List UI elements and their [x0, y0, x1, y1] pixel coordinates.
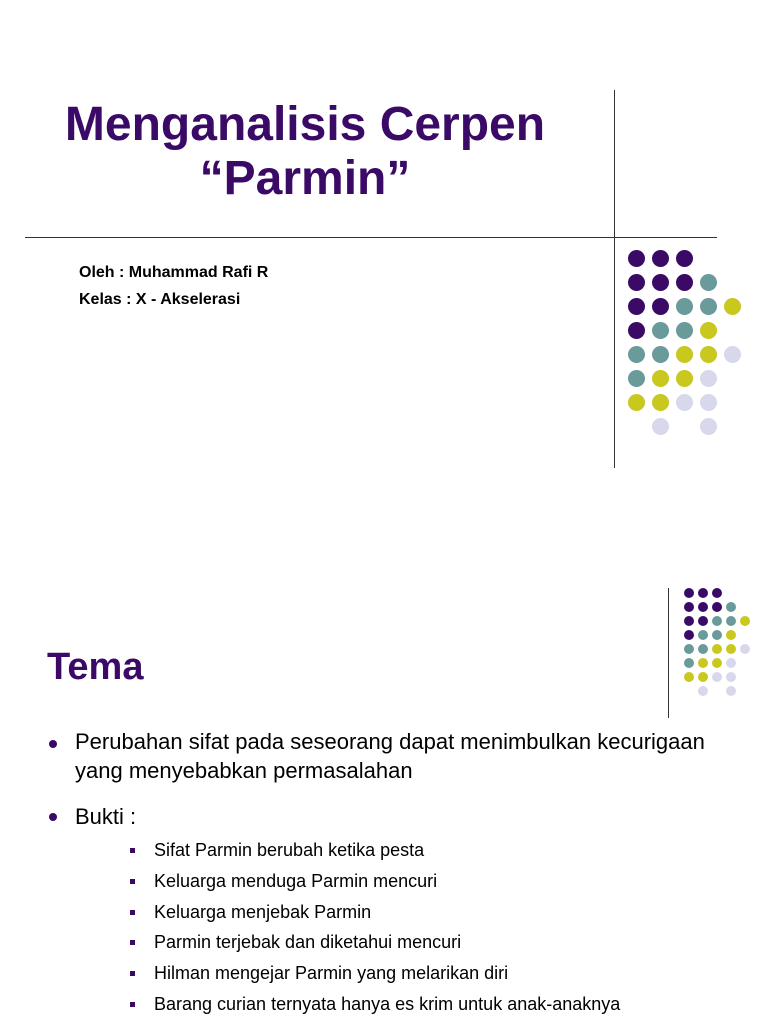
sub-bullet-item: Keluarga menduga Parmin mencuri [154, 871, 438, 891]
decorative-dot [698, 616, 708, 626]
decorative-dot [698, 588, 708, 598]
decorative-dot [628, 274, 645, 291]
decorative-dot [712, 616, 722, 626]
decorative-dot [652, 298, 669, 315]
sub-bullet-item: Sifat Parmin berubah ketika pesta [154, 840, 425, 860]
decorative-dot [700, 370, 717, 387]
class-label: Kelas : X - Akselerasi [79, 291, 241, 308]
square-bullet-icon [130, 971, 135, 976]
decorative-dot [698, 686, 708, 696]
decorative-dot [676, 394, 693, 411]
vertical-divider [668, 588, 669, 718]
bullet-icon [49, 813, 57, 821]
decorative-dot [712, 630, 722, 640]
decorative-dot [726, 644, 736, 654]
square-bullet-icon [130, 879, 135, 884]
decorative-dot [698, 658, 708, 668]
decorative-dot [700, 274, 717, 291]
decorative-dot [700, 322, 717, 339]
decorative-dot [684, 672, 694, 682]
decorative-dot [740, 644, 750, 654]
decorative-dot [684, 658, 694, 668]
sub-bullet-item: Parmin terjebak dan diketahui mencuri [154, 932, 462, 952]
decorative-dot [684, 644, 694, 654]
decorative-dot [652, 250, 669, 267]
decorative-dot [700, 346, 717, 363]
decorative-dot [652, 274, 669, 291]
decorative-dot [698, 602, 708, 612]
vertical-divider [614, 90, 615, 468]
square-bullet-icon [130, 910, 135, 915]
slide-title: Tema [47, 646, 144, 688]
title-line-1: Menganalisis Cerpen [64, 98, 546, 151]
decorative-dot [698, 672, 708, 682]
decorative-dot [724, 298, 741, 315]
decorative-dot [726, 630, 736, 640]
decorative-dot [726, 616, 736, 626]
author-label: Oleh : Muhammad Rafi R [79, 264, 269, 281]
decorative-dot [700, 394, 717, 411]
decorative-dot [726, 602, 736, 612]
decorative-dot [676, 274, 693, 291]
decorative-dot [652, 394, 669, 411]
decorative-dot [628, 298, 645, 315]
bullet-icon [49, 740, 57, 748]
decorative-dot [652, 370, 669, 387]
decorative-dot [676, 298, 693, 315]
decorative-dot [712, 588, 722, 598]
sub-bullet-item: Keluarga menjebak Parmin [154, 902, 372, 922]
slide-title [0, 98, 610, 206]
decorative-dot [726, 672, 736, 682]
decorative-dot [712, 644, 722, 654]
decorative-dot [724, 346, 741, 363]
decorative-dot [652, 322, 669, 339]
square-bullet-icon [130, 1002, 135, 1007]
decorative-dot [684, 616, 694, 626]
decorative-dot [700, 418, 717, 435]
decorative-dot [726, 658, 736, 668]
bullet-item: Perubahan sifat pada seseorang dapat menimbulkan kecurigaan yang menyebabkan permasalahan [75, 729, 705, 783]
decorative-dot [712, 672, 722, 682]
sub-bullet-item: Hilman mengejar Parmin yang melarikan diri [154, 963, 509, 983]
decorative-dot [676, 250, 693, 267]
decorative-dot [698, 644, 708, 654]
decorative-dot [652, 418, 669, 435]
decorative-dot [684, 588, 694, 598]
bullet-item: Bukti : [75, 804, 137, 829]
decorative-dot [676, 346, 693, 363]
content-slide [0, 520, 768, 1024]
decorative-dot [676, 322, 693, 339]
decorative-dot [684, 602, 694, 612]
sub-bullet-item: Barang curian ternyata hanya es krim untuk anak-anaknya [154, 994, 621, 1014]
title-line-2: “Parmin” [199, 152, 411, 205]
decorative-dot [740, 616, 750, 626]
decorative-dot [712, 658, 722, 668]
decorative-dot [676, 370, 693, 387]
decorative-dot [712, 602, 722, 612]
square-bullet-icon [130, 940, 135, 945]
decorative-dot [698, 630, 708, 640]
decorative-dot [628, 394, 645, 411]
decorative-dot [628, 322, 645, 339]
decorative-dot [700, 298, 717, 315]
decorative-dot [652, 346, 669, 363]
decorative-dot [628, 370, 645, 387]
decorative-dot [726, 686, 736, 696]
decorative-dot [628, 346, 645, 363]
square-bullet-icon [130, 848, 135, 853]
decorative-dot [684, 630, 694, 640]
decorative-dot [628, 250, 645, 267]
